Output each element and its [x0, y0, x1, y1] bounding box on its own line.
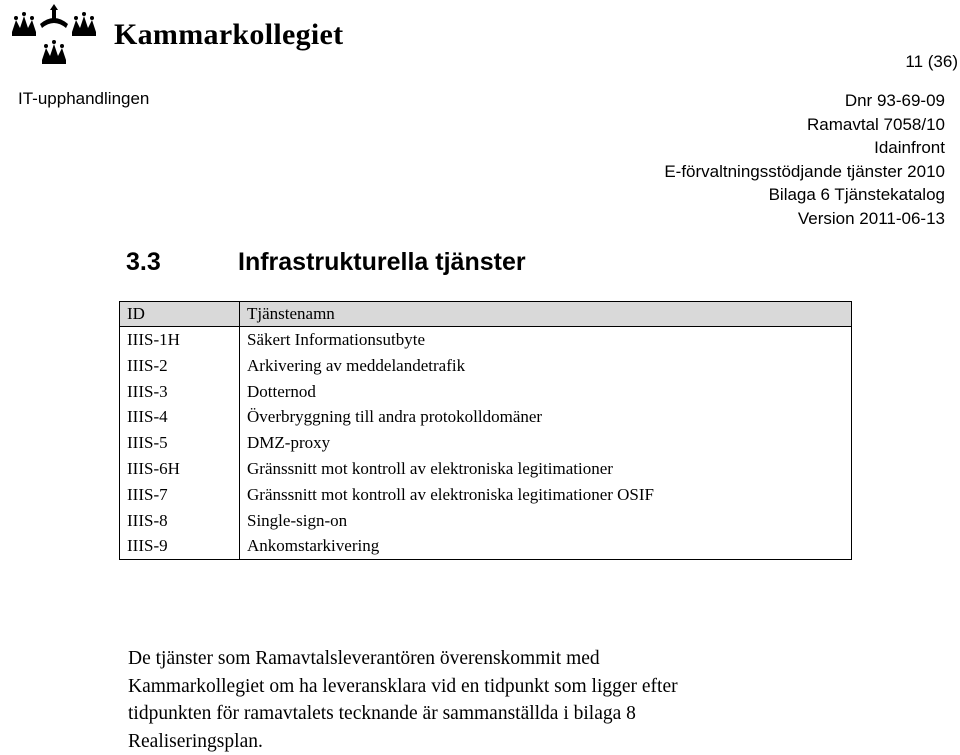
- section-number: 3.3: [126, 248, 238, 277]
- paragraph-line: tidpunkten för ramavtalets tecknande är sammanställda i bilaga 8: [128, 700, 828, 728]
- cell-id: IIIS-8: [120, 508, 240, 534]
- section-heading: [126, 248, 526, 277]
- meta-line-ramavtal: Ramavtal 7058/10: [664, 113, 945, 137]
- cell-name: Dotternod: [240, 379, 852, 405]
- meta-line-dnr: Dnr 93-69-09: [664, 89, 945, 113]
- meta-line-area: E-förvaltningsstödjande tjänster 2010: [664, 160, 945, 184]
- page-number: 11 (36): [760, 52, 960, 72]
- paragraph-line: De tjänster som Ramavtalsleverantören överenskommit med: [128, 645, 828, 673]
- logo: [6, 2, 336, 74]
- paragraph-line: Kammarkollegiet om ha leveransklara vid en tidpunkt som ligger efter: [128, 673, 828, 701]
- section-title: Infrastrukturella tjänster: [238, 248, 526, 276]
- cell-id: IIIS-9: [120, 533, 240, 559]
- column-header-id: ID: [120, 302, 240, 327]
- column-header-name: Tjänstenamn: [240, 302, 852, 327]
- cell-name: DMZ-proxy: [240, 430, 852, 456]
- meta-line-appendix: Bilaga 6 Tjänstekatalog: [664, 183, 945, 207]
- meta-line-version: Version 2011-06-13: [664, 207, 945, 231]
- table-row: [120, 533, 852, 559]
- cell-id: IIIS-4: [120, 404, 240, 430]
- cell-name: Överbryggning till andra protokolldomäner: [240, 404, 852, 430]
- cell-name: Gränssnitt mot kontroll av elektroniska legitimationer OSIF: [240, 482, 852, 508]
- table-row: [120, 456, 852, 482]
- cell-id: IIIS-3: [120, 379, 240, 405]
- table-row: [120, 508, 852, 534]
- table-header-row: [120, 302, 852, 327]
- cell-id: IIIS-2: [120, 353, 240, 379]
- cell-id: IIIS-5: [120, 430, 240, 456]
- meta-line-supplier: Idainfront: [664, 136, 945, 160]
- table-row: [120, 430, 852, 456]
- cell-name: Gränssnitt mot kontroll av elektroniska legitimationer: [240, 456, 852, 482]
- cell-name: Single-sign-on: [240, 508, 852, 534]
- paragraph-line: Realiseringsplan.: [128, 728, 828, 755]
- department-label: IT-upphandlingen: [18, 89, 149, 109]
- cell-name: Ankomstarkivering: [240, 533, 852, 559]
- cell-name: Säkert Informationsutbyte: [240, 327, 852, 353]
- table-row: [120, 379, 852, 405]
- cell-name: Arkivering av meddelandetrafik: [240, 353, 852, 379]
- logo-wordmark: Kammarkollegiet: [114, 18, 343, 52]
- services-table: [119, 301, 852, 560]
- cell-id: IIIS-1H: [120, 327, 240, 353]
- table-row: [120, 353, 852, 379]
- cell-id: IIIS-6H: [120, 456, 240, 482]
- crown-emblem-icon: [6, 2, 106, 72]
- document-meta: [664, 89, 945, 231]
- cell-id: IIIS-7: [120, 482, 240, 508]
- body-paragraph: [128, 645, 828, 755]
- table-row: [120, 404, 852, 430]
- table-row: [120, 327, 852, 353]
- table-row: [120, 482, 852, 508]
